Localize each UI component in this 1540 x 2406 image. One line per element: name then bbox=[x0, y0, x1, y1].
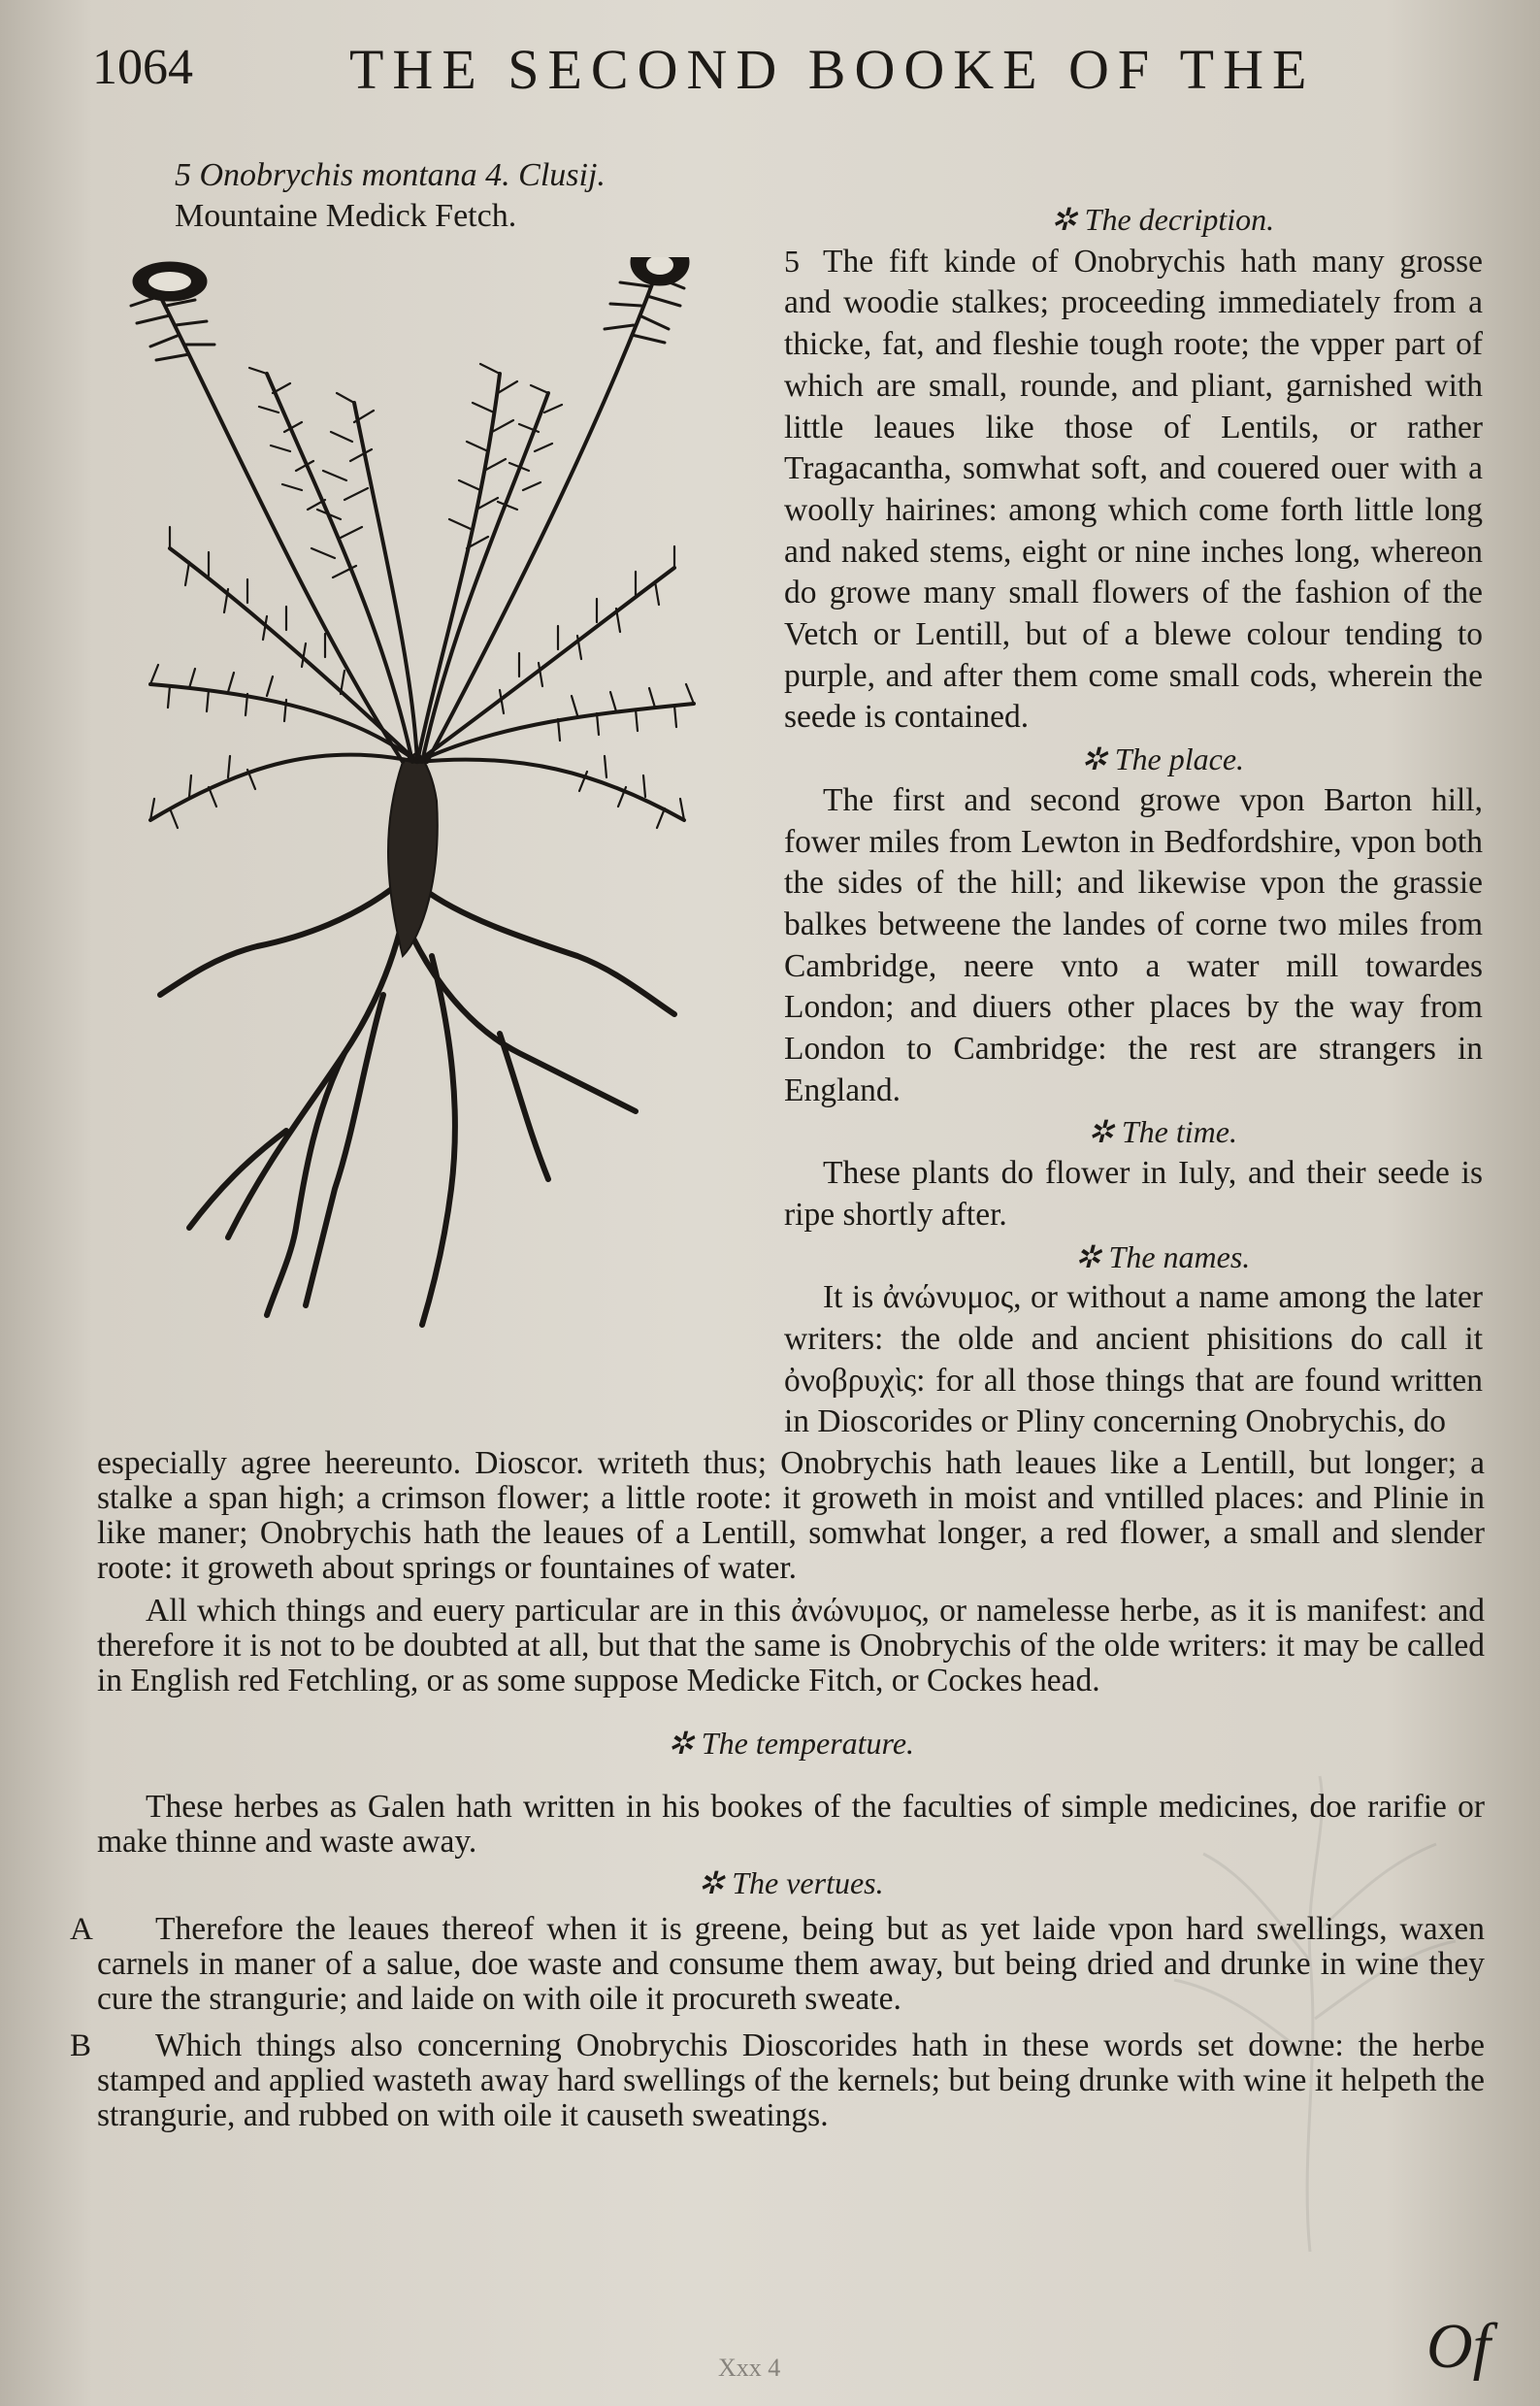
names-text-full-2: All which things and euery particular are in this ἀνώνυμος, or namelesse herbe, as it is manifest: and therefore it is not to be doubted at all, but that the same is Onobrychis of the olde writers: it may be called in English red Fetchling, or as some suppose Medicke Fitch, or Cockes head. bbox=[97, 1593, 1485, 1698]
vertue-b bbox=[70, 2027, 1485, 2133]
description-paragraph bbox=[784, 241, 1483, 739]
vertues-heading: ✲ The vertues. bbox=[698, 1865, 884, 1900]
description-number: 5 bbox=[784, 243, 800, 279]
names-text-full: especially agree heereunto. Dioscor. writeth thus; Onobrychis hath leaues like a Lentill, but longer; a stalke a span high; a crimson flower; a little roote: it groweth in moist and vntilled places: and Plinie in like maner; Onobrychis hath the leaues of a Lentill, somwhat longer, a red flower, a small and slender roote: it groweth about springs or fountaines of water. bbox=[97, 1445, 1485, 1586]
names-text-column: It is ἀνώνυμος, or without a name among the later writers: the olde and ancient phisitions do call it ὀνοβρυχὶς: for all those things that are found written in Dioscorides or Pliny concerning Onobrychis, do bbox=[784, 1279, 1483, 1440]
right-column-text bbox=[784, 199, 1483, 1443]
time-text: These plants do flower in Iuly, and their seede is ripe shortly after. bbox=[784, 1155, 1483, 1233]
vertue-b-letter: B bbox=[70, 2028, 92, 2063]
description-text: The fift kinde of Onobrychis hath many grosse and woodie stalkes; proceeding immediately from a thicke, fat, and fleshie tough roote; the vpper part of which are small, rounde, and pliant, garnished with little leaues like those of Lentils, or rather Tragacantha, somwhat soft, and couered ouer with a woolly hairines: among which come forth little long and naked stems, eight or nine inches long, whereon do growe many small flowers of the fashion of the Vetch or Lentill, but of a blewe colour tending to purple, and after them come small cods, wherein the seede is contained. bbox=[784, 243, 1483, 736]
root-system bbox=[160, 869, 674, 1325]
names-heading: ✲ The names. bbox=[1074, 1238, 1251, 1274]
description-heading: ✲ The decription. bbox=[1050, 202, 1275, 237]
flower-stems bbox=[131, 277, 684, 360]
temperature-text: These herbes as Galen hath written in his bookes of the faculties of simple medicines, doe rarifie or make thinne and waste away. bbox=[97, 1789, 1485, 1860]
main-root bbox=[388, 752, 438, 956]
signature-mark: Xxx 4 bbox=[718, 2354, 781, 2382]
temperature-heading: ✲ The temperature. bbox=[667, 1726, 915, 1761]
caption-english: Mountaine Medick Fetch. bbox=[175, 198, 517, 234]
page-number: 1064 bbox=[92, 40, 193, 95]
caption-latin: 5 Onobrychis montana 4. Clusij. bbox=[175, 157, 606, 193]
stems bbox=[150, 277, 694, 820]
running-head: THE SECOND BOOKE OF THE bbox=[349, 38, 1316, 101]
full-width-text bbox=[70, 1445, 1485, 2133]
catchword: Of bbox=[1426, 2311, 1491, 2382]
page-header bbox=[92, 29, 1451, 126]
time-heading: ✲ The time. bbox=[1088, 1114, 1237, 1150]
vertue-a bbox=[70, 1911, 1485, 2017]
place-text: The first and second growe vpon Barton hill, fower miles from Lewton in Bedfordshire, vpon both the sides of the hill; and likewise vpon the grassie balkes betweene the landes of corne two miles from Cambridge, neere vnto a water mill towardes London; and diuers other places by the way from London to Cambridge: the rest are strangers in England. bbox=[784, 781, 1483, 1108]
vertue-a-letter: A bbox=[70, 1912, 93, 1947]
vertue-b-text: Which things also concerning Onobrychis Dioscorides hath in these words set downe: the herbe stamped and applied wasteth away hard swellings of the kernels; but being drunke with wine it helpeth the strangurie, and rubbed on with oile it causeth sweatings. bbox=[97, 2027, 1485, 2133]
place-heading: ✲ The place. bbox=[1080, 742, 1245, 777]
figure-caption bbox=[175, 155, 718, 237]
vertue-a-text: Therefore the leaues thereof when it is greene, being but as yet laide vpon hard swellings, waxen carnels in maner of a salue, doe waste and consume them away, but being dried and drunke in wine they cure the strangurie; and laide on with oile it procureth sweate. bbox=[97, 1911, 1485, 2017]
woodcut-plant-illustration bbox=[92, 257, 733, 1373]
